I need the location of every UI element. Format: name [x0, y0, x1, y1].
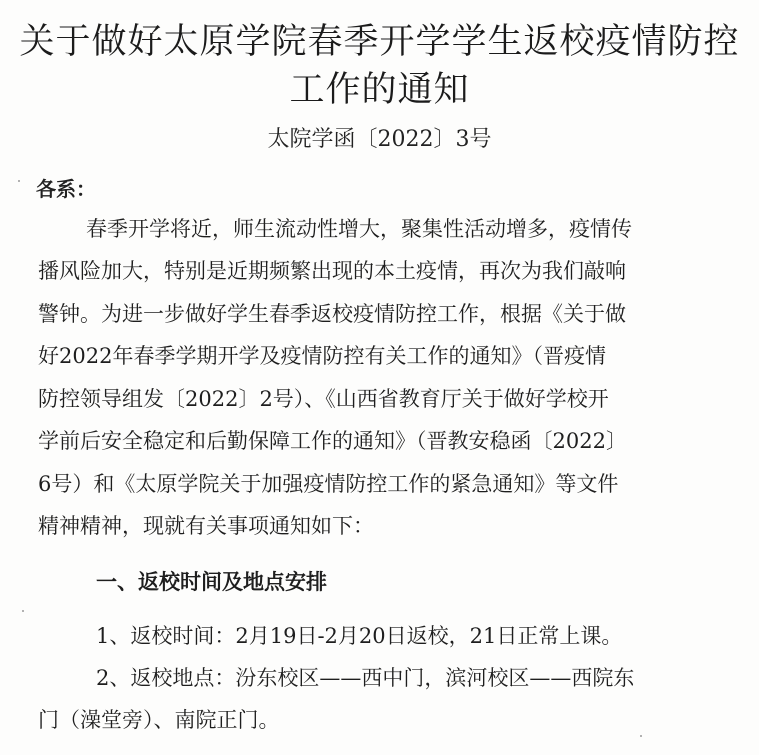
body-line: 防控领导组发〔2022〕2号）、《山西省教育厅关于做好学校开: [38, 387, 609, 411]
body-line: 精神精神，现就有关事项通知如下：: [38, 514, 374, 538]
body-line: 6号）和《太原学院关于加强疫情防控工作的紧急通知》等文件: [38, 472, 619, 496]
notice-title-line-2: 工作的通知: [289, 70, 470, 110]
section-item: 门（澡堂旁）、南院正门。: [38, 708, 280, 732]
notice-title-line-1: 关于做好太原学院春季开学学生返校疫情防控: [19, 22, 740, 62]
scan-speck: [640, 735, 642, 737]
scan-speck: [22, 610, 24, 612]
section-item: 2、返校地点：汾东校区——西中门，滨河校区——西院东: [96, 666, 635, 690]
body-line: 警钟。为进一步做好学生春季返校疫情防控工作，根据《关于做: [38, 302, 626, 326]
body-line: 播风险加大，特别是近期频繁出现的本土疫情，再次为我们敲响: [38, 259, 626, 283]
salutation: 各系：: [36, 177, 96, 201]
scan-speck: [18, 180, 20, 182]
section-heading: 一、返校时间及地点安排: [96, 570, 327, 594]
body-line: 学前后安全稳定和后勤保障工作的通知》（晋教安稳函〔2022〕: [38, 429, 627, 453]
document-number: 太院学函〔2022〕3号: [267, 127, 492, 152]
section-item: 1、返校时间：2月19日-2月20日返校，21日正常上课。: [96, 624, 623, 648]
body-line: 好2022年春季学期开学及疫情防控有关工作的通知》（晋疫情: [38, 344, 606, 368]
body-line: 春季开学将近，师生流动性增大，聚集性活动增多，疫情传: [86, 217, 632, 241]
